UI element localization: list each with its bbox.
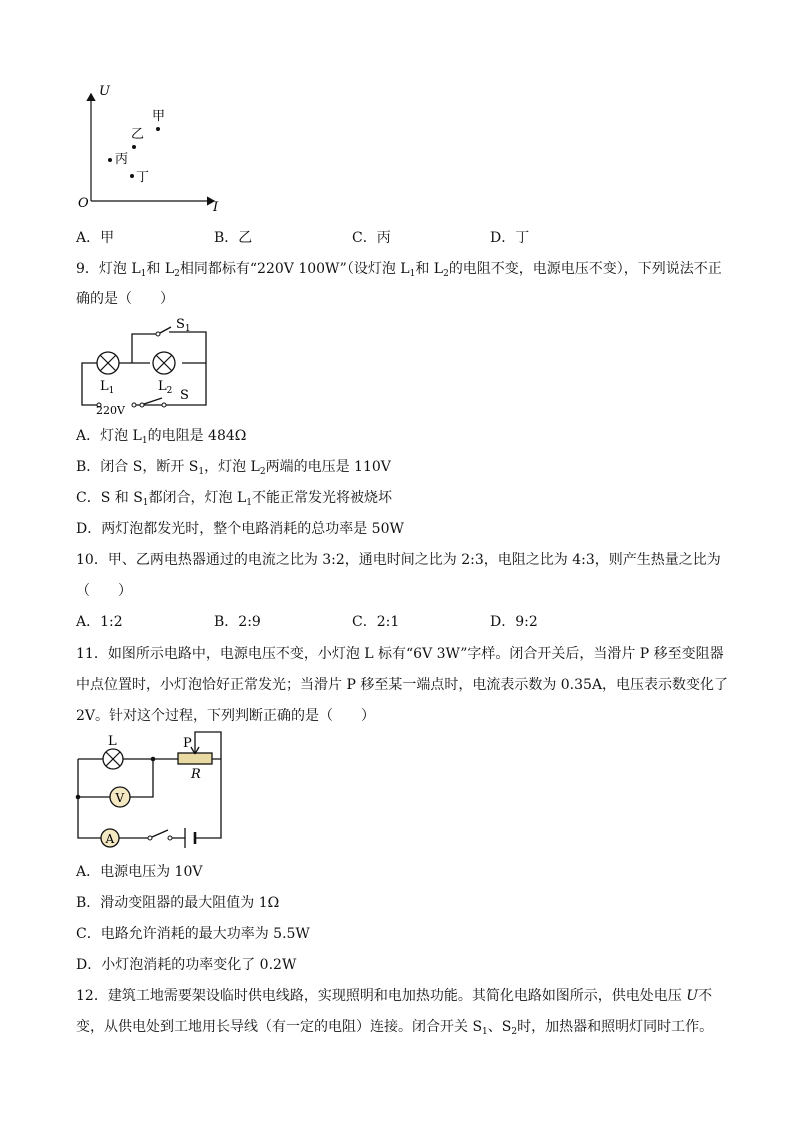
q11-option-c: C．电路允许消耗的最大功率为 5.5W — [76, 926, 310, 942]
point-ding-label: 丁 — [136, 170, 150, 185]
ui-figure — [72, 80, 232, 220]
q9-voltage-label: 220V — [96, 404, 125, 416]
point-bing — [108, 158, 112, 162]
point-yi — [132, 145, 136, 149]
q12-stem-line1: 12．建筑工地需要架设临时供电线路，实现照明和电加热功能。其简化电路如图所示，供电处电压 U不 — [76, 988, 713, 1004]
q9-lamp-l2-icon — [153, 352, 175, 374]
q10-option-a: A．1:2 — [76, 614, 123, 630]
q9-option-b: B．闭合 S，断开 $S_1$，灯泡 $L_2$两端的电压是 110V — [76, 459, 391, 477]
q11-switch-blade — [152, 830, 168, 837]
point-ding — [130, 174, 134, 178]
q10-option-c: C．2:1 — [352, 614, 400, 630]
q9-stem-line1: 9．灯泡 $L_1$和 $L_2$相同都标有“220V 100W”（设灯泡 $L_1$和 $L_2$的电阻不变，电源电压不变），下列说法不正 — [76, 261, 722, 279]
q9-stem-line2: 确的是（ ） — [76, 291, 174, 307]
q10-stem-line1: 10．甲、乙两电热器通过的电流之比为 3:2，通电时间之比为 2:3，电阻之比为 4:3，则产生热量之比为 — [76, 552, 721, 568]
q11-a-label: A — [105, 832, 115, 846]
point-jia-label: 甲 — [152, 109, 166, 124]
q9-option-a: A．灯泡 $L_1$的电阻是 484Ω — [76, 428, 247, 446]
q11-option-a: A．电源电压为 10V — [76, 864, 203, 880]
q9-l1-label: $L_1$ — [100, 379, 115, 396]
q11-circuit-figure — [72, 730, 232, 856]
q9-supply-terminal-right — [132, 403, 136, 407]
q11-wires — [78, 732, 221, 838]
point-jia — [156, 127, 160, 131]
q9-option-d: D．两灯泡都发光时，整个电路消耗的总功率是 50W — [76, 521, 404, 537]
q11-l-label: L — [108, 734, 117, 749]
q11-lamp-l-icon — [103, 749, 123, 769]
q11-stem-line1: 11．如图所示电路中，电源电压不变，小灯泡 L 标有“6V 3W”字样。闭合开关后，当滑片 P 移至变阻器 — [76, 646, 724, 662]
q9-s1-terminal-left — [156, 332, 160, 336]
q8-option-c: C．丙 — [352, 230, 391, 246]
q11-node-top — [151, 757, 156, 762]
q11-v-label: V — [115, 791, 125, 805]
q10-option-d: D．9:2 — [490, 614, 538, 630]
q9-circuit-figure — [74, 314, 214, 416]
point-bing-label: 丙 — [115, 152, 129, 167]
q11-rheostat-r — [178, 753, 212, 764]
origin-label: O — [78, 196, 89, 211]
q10-option-b: B．2:9 — [214, 614, 261, 630]
q11-option-b: B．滑动变阻器的最大阻值为 1Ω — [76, 895, 280, 911]
q12-stem-line2: 变，从供电处到工地用长导线（有一定的电阻）连接。闭合开关 $S_1$、$S_2$时，加热器和照明灯同时工作。 — [76, 1019, 714, 1037]
q11-r-label: R — [191, 767, 201, 782]
q9-s-blade — [144, 398, 162, 404]
q8-option-d: D．丁 — [490, 230, 530, 246]
q11-stem-line3: 2V。针对这个过程，下列判断正确的是（ ） — [76, 708, 376, 724]
q10-stem-line2: （ ） — [76, 583, 132, 599]
q11-p-label: P — [183, 736, 192, 751]
q9-s-terminal-left — [140, 403, 144, 407]
q9-option-c: C．S 和 $S_1$都闭合，灯泡 $L_1$不能正常发光将被烧坏 — [76, 490, 393, 508]
q11-option-d: D．小灯泡消耗的功率变化了 0.2W — [76, 957, 297, 973]
q9-s-label: S — [180, 388, 189, 403]
u-axis-label: U — [99, 84, 110, 99]
q11-switch-terminal-left — [148, 836, 152, 840]
point-yi-label: 乙 — [131, 127, 145, 142]
q11-switch-terminal-right — [168, 836, 172, 840]
q9-s-terminal-right — [162, 403, 166, 407]
i-axis-label: I — [213, 200, 219, 215]
q11-node-left — [76, 795, 81, 800]
q9-s1-label: $S_1$ — [176, 317, 191, 334]
q11-stem-line2: 中点位置时，小灯泡恰好正常发光；当滑片 P 移至某一端点时，电流表示数为 0.35A，电压表示数变化了 — [76, 677, 729, 693]
q8-option-b: B．乙 — [214, 230, 253, 246]
q9-l2-label: $L_2$ — [158, 379, 173, 396]
q9-lamp-l1-icon — [97, 352, 119, 374]
q8-option-a: A．甲 — [76, 230, 115, 246]
